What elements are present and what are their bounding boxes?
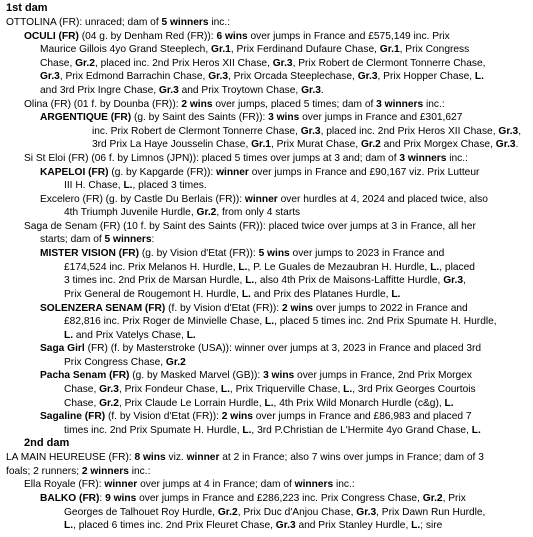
- horse-name: Pacha Senam (FR): [40, 370, 130, 381]
- produce-pacha-senam-cont: [64, 397, 454, 411]
- grade: Gr.3: [208, 71, 229, 82]
- text: ; sire: [420, 520, 443, 531]
- text-bold: 9 wins: [105, 493, 137, 504]
- text: , Prix Ferdinand Dufaure Chase,: [230, 44, 380, 55]
- text: over jumps at 4 in France; dam of: [137, 479, 295, 490]
- produce-solenzera-senam-cont: [64, 329, 196, 343]
- grade: Gr.3: [357, 71, 378, 82]
- text: at 2 in France; also 7 wins over jumps in France; dam of 3: [219, 452, 484, 463]
- text-bold: 5 winners: [161, 17, 209, 28]
- text-bold: winner: [216, 167, 249, 178]
- produce-kapeloi-cont: [64, 179, 207, 193]
- produce-oculi-cont: [40, 84, 324, 98]
- text: III H. Chase,: [64, 180, 124, 191]
- text: (FR) (f. by Masterstroke (USA)): winner over jumps at 3, 2023 in France and placed 3rd: [84, 343, 482, 354]
- produce-argentique: [40, 111, 462, 125]
- produce-saga-girl-cont: [64, 356, 186, 370]
- text: and Prix Troytown Chase,: [178, 85, 302, 96]
- grade: Gr.3: [275, 520, 296, 531]
- grade: L.: [220, 384, 230, 395]
- text: , Prix Duc d'Anjou Chase,: [237, 507, 357, 518]
- text-bold: 2 wins: [281, 303, 314, 314]
- horse-name: SOLENZERA SENAM (FR): [40, 303, 166, 314]
- produce-balko: [40, 492, 466, 506]
- text: , placed inc. 2nd Prix Heros XII Chase,: [94, 58, 273, 69]
- text: Chase,: [40, 58, 76, 69]
- text-bold: 6 wins: [216, 31, 248, 42]
- text-bold: 8 wins: [134, 452, 166, 463]
- horse-name: ARGENTIQUE (FR): [40, 112, 132, 123]
- text: Prix Congress Chase,: [64, 357, 166, 368]
- text: Prix General de Rougemont H. Hurdle,: [64, 289, 242, 300]
- text: over jumps in France and £90,167 viz. Prix Lutteur: [248, 167, 480, 178]
- text: , Prix Murat Chase,: [270, 139, 361, 150]
- horse-name: OCULI (FR): [24, 31, 79, 42]
- grade: L.: [444, 398, 454, 409]
- grade: Gr.2: [99, 398, 119, 409]
- text: inc.:: [333, 479, 355, 490]
- text: Excelero (FR) (g. by Castle Du Berlais (FR)):: [40, 194, 245, 205]
- text: and Prix Morgex Chase,: [380, 139, 496, 150]
- text-bold: 3 winners: [399, 153, 447, 164]
- produce-oculi-cont: [40, 57, 485, 71]
- grade: L.: [64, 330, 74, 341]
- grade: Gr.1: [211, 44, 231, 55]
- grade: Gr.3: [443, 275, 464, 286]
- text: 4th Triumph Juvenile Hurdle,: [64, 207, 197, 218]
- horse-name: KAPELOI (FR): [40, 167, 109, 178]
- produce-ella-royale: [24, 478, 355, 492]
- produce-oculi-cont: [40, 43, 469, 57]
- text: over jumps in France, 2nd Prix Morgex: [294, 370, 472, 381]
- grade: L.: [430, 262, 440, 273]
- text-bold: 3 winners: [376, 99, 424, 110]
- text-bold: 2 wins: [221, 411, 253, 422]
- produce-mister-vision: [40, 247, 444, 261]
- text: (04 g. by Denham Red (FR)):: [78, 31, 217, 42]
- text-bold: 2 winners: [81, 466, 129, 477]
- grade: Gr.3: [356, 507, 377, 518]
- grade: L.: [242, 425, 252, 436]
- text: inc.:: [208, 17, 231, 28]
- text-bold: 2 wins: [181, 99, 213, 110]
- grade: L.: [411, 520, 421, 531]
- text: over jumps in France and £286,223 inc. Prix Congress Chase,: [136, 493, 423, 504]
- text: Chase,: [64, 384, 100, 395]
- text: Saga de Senam (FR) (10 f. by Saint des Saints (FR)): placed twice over jumps at 3 in France, all her: [24, 221, 476, 232]
- text: and Prix Vatelys Chase,: [73, 330, 187, 341]
- text: over jumps to 2022 in France and: [313, 303, 468, 314]
- text: Chase,: [64, 398, 100, 409]
- text-bold: winner: [104, 479, 138, 490]
- grade: Gr.3: [495, 139, 516, 150]
- produce-argentique-cont: [92, 138, 518, 152]
- produce-pacha-senam: [40, 369, 472, 383]
- text: Georges de Talhouet Roy Hurdle,: [64, 507, 218, 518]
- grade: Gr.3: [498, 126, 519, 137]
- text: :: [151, 234, 155, 245]
- text: Ella Royale (FR):: [24, 479, 105, 490]
- text: , also 4th Prix de Maisons-Laffitte Hurdle,: [254, 275, 444, 286]
- produce-balko-cont: [64, 506, 485, 520]
- grade: L.: [123, 180, 133, 191]
- grade: L.: [391, 289, 401, 300]
- grade: Gr.1: [379, 44, 400, 55]
- dam-entry-la-main-heureuse-cont: [6, 465, 150, 479]
- section-heading-2nd-dam: 2nd dam: [24, 437, 70, 449]
- produce-mister-vision-cont: [64, 261, 475, 275]
- text: (f. by Vision d'Etat (FR)):: [105, 411, 222, 422]
- produce-mister-vision-cont: [64, 288, 400, 302]
- grade: Gr.3: [301, 85, 321, 96]
- text: ,: [518, 126, 522, 137]
- text: Olina (FR) (01 f. by Dounba (FR)):: [24, 99, 182, 110]
- text-bold: winner: [186, 452, 220, 463]
- text-bold: 3 wins: [268, 112, 300, 123]
- produce-oculi-cont: [40, 70, 484, 84]
- grade: Gr.2: [196, 207, 217, 218]
- text: Si St Eloi (FR) (06 f. by Limnos (JPN)): placed 5 times over jumps at 3 and; dam of: [24, 153, 400, 164]
- text: , Prix Robert de Clermont Tonnerre Chase,: [292, 58, 486, 69]
- text: over jumps in France and £86,983 and placed 7: [252, 411, 472, 422]
- text: over hurdles at 4, 2024 and placed twice, also: [277, 194, 488, 205]
- text: viz.: [165, 452, 187, 463]
- text: , from only 4 starts: [216, 207, 301, 218]
- produce-excelero: [40, 193, 488, 207]
- text: starts; dam of: [40, 234, 105, 245]
- text: , Prix Claude Le Lorrain Hurdle,: [118, 398, 265, 409]
- text: £82,816 inc. Prix Roger de Minvielle Chase,: [64, 316, 266, 327]
- text: and Prix Stanley Hurdle,: [295, 520, 412, 531]
- produce-sagaline-cont: [64, 424, 481, 438]
- text: inc.:: [128, 466, 151, 477]
- horse-name: BALKO (FR): [40, 493, 100, 504]
- section-heading-1st-dam: 1st dam: [6, 2, 48, 14]
- grade: Gr.3: [300, 126, 321, 137]
- produce-saga-de-senam-cont: [40, 233, 154, 247]
- dam-entry-la-main-heureuse: [6, 451, 484, 465]
- text: , Prix Edmond Barrachin Chase,: [59, 71, 209, 82]
- grade: Gr.3: [272, 58, 293, 69]
- grade: Gr.3: [40, 71, 60, 82]
- text-bold: 5 winners: [104, 234, 152, 245]
- text: times inc. 2nd Prix Spumate H. Hurdle,: [64, 425, 243, 436]
- text: foals; 2 runners;: [6, 466, 82, 477]
- text: , 4th Prix Wild Monarch Hurdle (c&g),: [273, 398, 445, 409]
- text-bold: 5 wins: [258, 248, 290, 259]
- text: , Prix Fondeur Chase,: [118, 384, 221, 395]
- grade: Gr.2: [360, 139, 381, 150]
- text: , Prix Triquerville Chase,: [229, 384, 344, 395]
- text: .: [515, 139, 519, 150]
- text: (f. by Vision d'Etat (FR)):: [165, 303, 282, 314]
- produce-olina: [24, 98, 445, 112]
- text: (g. by Saint des Saints (FR)):: [131, 112, 269, 123]
- grade: L.: [343, 384, 353, 395]
- text: over jumps in France and £575,149 inc. Prix: [247, 31, 450, 42]
- produce-argentique-cont: [92, 125, 521, 139]
- produce-sagaline: [40, 410, 472, 424]
- text: , Prix Hopper Chase,: [377, 71, 475, 82]
- horse-name: Sagaline (FR): [40, 411, 106, 422]
- text: , P. Le Guales de Mezaubran H. Hurdle,: [247, 262, 431, 273]
- grade: L.: [238, 262, 248, 273]
- text: inc.:: [446, 153, 468, 164]
- text: , Prix Orcada Steeplechase,: [228, 71, 358, 82]
- grade: L.: [265, 316, 275, 327]
- produce-pacha-senam-cont: [64, 383, 476, 397]
- horse-name: Saga Girl: [40, 343, 85, 354]
- text-bold: winner: [244, 194, 278, 205]
- text: (g. by Masked Marvel (GB)):: [129, 370, 264, 381]
- grade: L.: [264, 398, 274, 409]
- text: and 3rd Prix Ingre Chase,: [40, 85, 159, 96]
- horse-name: MISTER VISION (FR): [40, 248, 140, 259]
- text: .: [320, 85, 324, 96]
- produce-mister-vision-cont: [64, 274, 466, 288]
- grade: Gr.2: [217, 507, 238, 518]
- grade: L.: [471, 425, 481, 436]
- produce-saga-girl: [40, 342, 481, 356]
- text: (g. by Vision d'Etat (FR)):: [139, 248, 259, 259]
- dam-entry-ottolina: [6, 16, 230, 30]
- grade: L.: [474, 71, 484, 82]
- text: , placed 5 times inc. 2nd Prix Spumate H. Hurdle,: [274, 316, 497, 327]
- grade: Gr.3: [99, 384, 119, 395]
- text: OTTOLINA (FR): unraced; dam of: [6, 17, 162, 28]
- grade: Gr.1: [251, 139, 271, 150]
- text: inc. Prix Robert de Clermont Tonnerre Chase,: [92, 126, 301, 137]
- text-bold: 3 wins: [263, 370, 295, 381]
- produce-saga-de-senam: [24, 220, 476, 234]
- grade: Gr.3: [158, 85, 179, 96]
- produce-solenzera-senam-cont: [64, 315, 497, 329]
- grade: L.: [64, 520, 74, 531]
- grade: Gr.2: [165, 357, 186, 368]
- text: , placed 6 times inc. 2nd Prix Fleuret Chase,: [73, 520, 276, 531]
- text: , placed: [439, 262, 475, 273]
- text: inc.:: [423, 99, 445, 110]
- text-bold: winners: [294, 479, 334, 490]
- produce-si-st-eloi: [24, 152, 468, 166]
- produce-oculi: [24, 30, 450, 44]
- produce-kapeloi: [40, 166, 479, 180]
- text: , Prix Congress: [399, 44, 470, 55]
- text: (g. by Kapgarde (FR)):: [108, 167, 217, 178]
- text: £174,524 inc. Prix Melanos H. Hurdle,: [64, 262, 239, 273]
- text: , Prix Dawn Run Hurdle,: [376, 507, 486, 518]
- text: , placed 3 times.: [132, 180, 207, 191]
- grade: L.: [186, 330, 196, 341]
- text: Maurice Gillois 4yo Grand Steeplech,: [40, 44, 212, 55]
- produce-balko-cont: [64, 519, 442, 533]
- text: LA MAIN HEUREUSE (FR):: [6, 452, 135, 463]
- text: , 3rd Prix Georges Courtois: [352, 384, 476, 395]
- grade: L.: [245, 275, 255, 286]
- text: , 3rd P.Christian de L'Hermite 4yo Grand Chase,: [251, 425, 472, 436]
- text: over jumps, placed 5 times; dam of: [212, 99, 377, 110]
- text: and Prix des Platanes Hurdle,: [250, 289, 392, 300]
- text: , placed inc. 2nd Prix Heros XII Chase,: [320, 126, 499, 137]
- grade: Gr.2: [422, 493, 443, 504]
- text: , Prix: [442, 493, 466, 504]
- text: 3 times inc. 2nd Prix de Marsan Hurdle,: [64, 275, 246, 286]
- text: 3rd Prix La Haye Jousselin Chase,: [92, 139, 252, 150]
- grade: Gr.2: [75, 58, 95, 69]
- produce-solenzera-senam: [40, 302, 468, 316]
- text: :: [99, 493, 106, 504]
- text: over jumps in France and £301,627: [299, 112, 463, 123]
- grade: L.: [241, 289, 251, 300]
- text: over jumps to 2023 in France and: [289, 248, 445, 259]
- produce-excelero-cont: [64, 206, 300, 220]
- text: ,: [463, 275, 466, 286]
